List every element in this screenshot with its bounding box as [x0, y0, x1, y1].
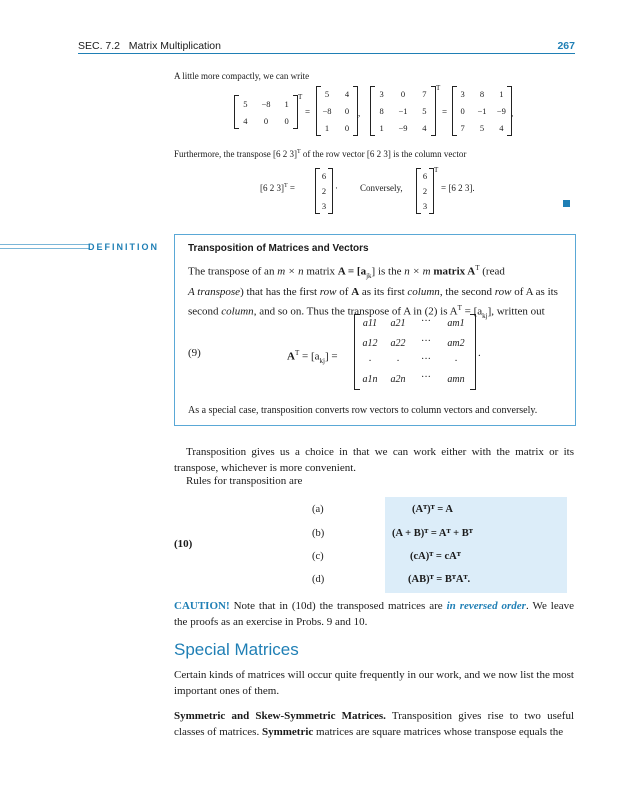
- row-vector-expr: [6 2 3]$^T$ =: [260, 183, 295, 193]
- rule-c: (cA)ᵀ = cAᵀ: [410, 551, 461, 562]
- transpose-sup: T: [434, 166, 439, 174]
- matrix-m2: 5 4 −8 0 1 0: [316, 86, 358, 136]
- chapter-title: Matrix Multiplication: [128, 40, 221, 52]
- equation-9-lhs: $A^T = [a_{kj}]$ =: [287, 349, 338, 365]
- intro-text: A little more compactly, we can write: [174, 71, 310, 81]
- running-header: [78, 40, 221, 52]
- rule-c-tag: (c): [312, 551, 324, 562]
- matrix-m1: 5 −8 1 4 0 0: [234, 95, 298, 129]
- transposition-paragraph: Transposition gives us a choice in that we can work either with the matrix or its transpose, whichever is more convenient.: [174, 446, 574, 474]
- transpose-sup: T: [298, 93, 303, 101]
- special-paragraph: Certain kinds of matrices will occur quite frequently in our work, and we now list the most important ones of them.: [174, 669, 574, 697]
- symmetric-paragraph: Symmetric and Skew-Symmetric Matrices. Transposition gives rise to two useful classes of matrices. Symmetric matrices are square matrices whose transpose equals the: [174, 710, 574, 738]
- matrix-m4: 3 8 1 0 −1 −9 7 5 4: [452, 86, 512, 136]
- dot: ·: [335, 183, 338, 193]
- definition-label: DEFINITION: [88, 242, 159, 252]
- equals: =: [305, 107, 311, 117]
- section-number: SEC. 7.2: [78, 40, 121, 52]
- reversed-order-emphasis: in reversed order: [446, 600, 526, 612]
- rule-a: (Aᵀ)ᵀ = A: [412, 504, 453, 515]
- rule-a-tag: (a): [312, 504, 324, 515]
- caution-label: CAUTION!: [174, 600, 230, 612]
- row-result: = [6 2 3].: [441, 183, 475, 193]
- rules-intro: Rules for transposition are: [186, 475, 303, 487]
- definition-body: The transpose of an m × n matrix $A = [a_{jk}]$ is the n × m matrix $A^T$ (read A transpose) that has the first row of A as its first column, the second row of A as its second column, and so on. Thus the transpose of A in (2) is $A^T = [a_{kj}]$, written out: [188, 264, 558, 320]
- furthermore-line: Furthermore, the transpose [6 2 3]$^T$ of the row vector [6 2 3] is the column vector: [174, 149, 467, 159]
- conversely-label: Conversely,: [360, 183, 403, 193]
- column-vector-2: 6 2 3: [416, 168, 434, 214]
- transpose-matrix: a11 a21 ··· am1 a12 a22 ··· am2 · · ··· · a1n a2n ··· amn: [354, 314, 476, 390]
- comma: ,: [511, 108, 514, 118]
- definition-footer: As a special case, transposition converts row vectors to column vectors and conversely.: [188, 405, 538, 416]
- equation-9-number: (9): [188, 347, 201, 359]
- definition-title: Transposition of Matrices and Vectors: [188, 243, 369, 254]
- equals: =: [442, 107, 448, 117]
- transpose-sup: T: [436, 84, 441, 92]
- end-of-example-icon: [563, 200, 570, 207]
- rule-b-tag: (b): [312, 528, 325, 539]
- caution-paragraph: CAUTION! Note that in (10d) the transposed matrices are in reversed order. We leave the proofs as an exercise in Probs. 9 and 10.: [174, 600, 574, 628]
- comma: ,: [358, 108, 361, 118]
- equation-10-number: (10): [174, 538, 193, 550]
- rule-d: (AB)ᵀ = BᵀAᵀ.: [408, 574, 471, 585]
- header-rule: [78, 53, 575, 54]
- rule-d-tag: (d): [312, 574, 325, 585]
- page-number: 267: [557, 40, 575, 52]
- equation-9-period: .: [478, 347, 481, 359]
- matrix-m3: 3 0 7 8 −1 5 1 −9 4: [370, 86, 436, 136]
- section-heading: Special Matrices: [174, 640, 299, 659]
- column-vector: 6 2 3: [315, 168, 333, 214]
- rule-b: (A + B)ᵀ = Aᵀ + Bᵀ: [392, 528, 473, 539]
